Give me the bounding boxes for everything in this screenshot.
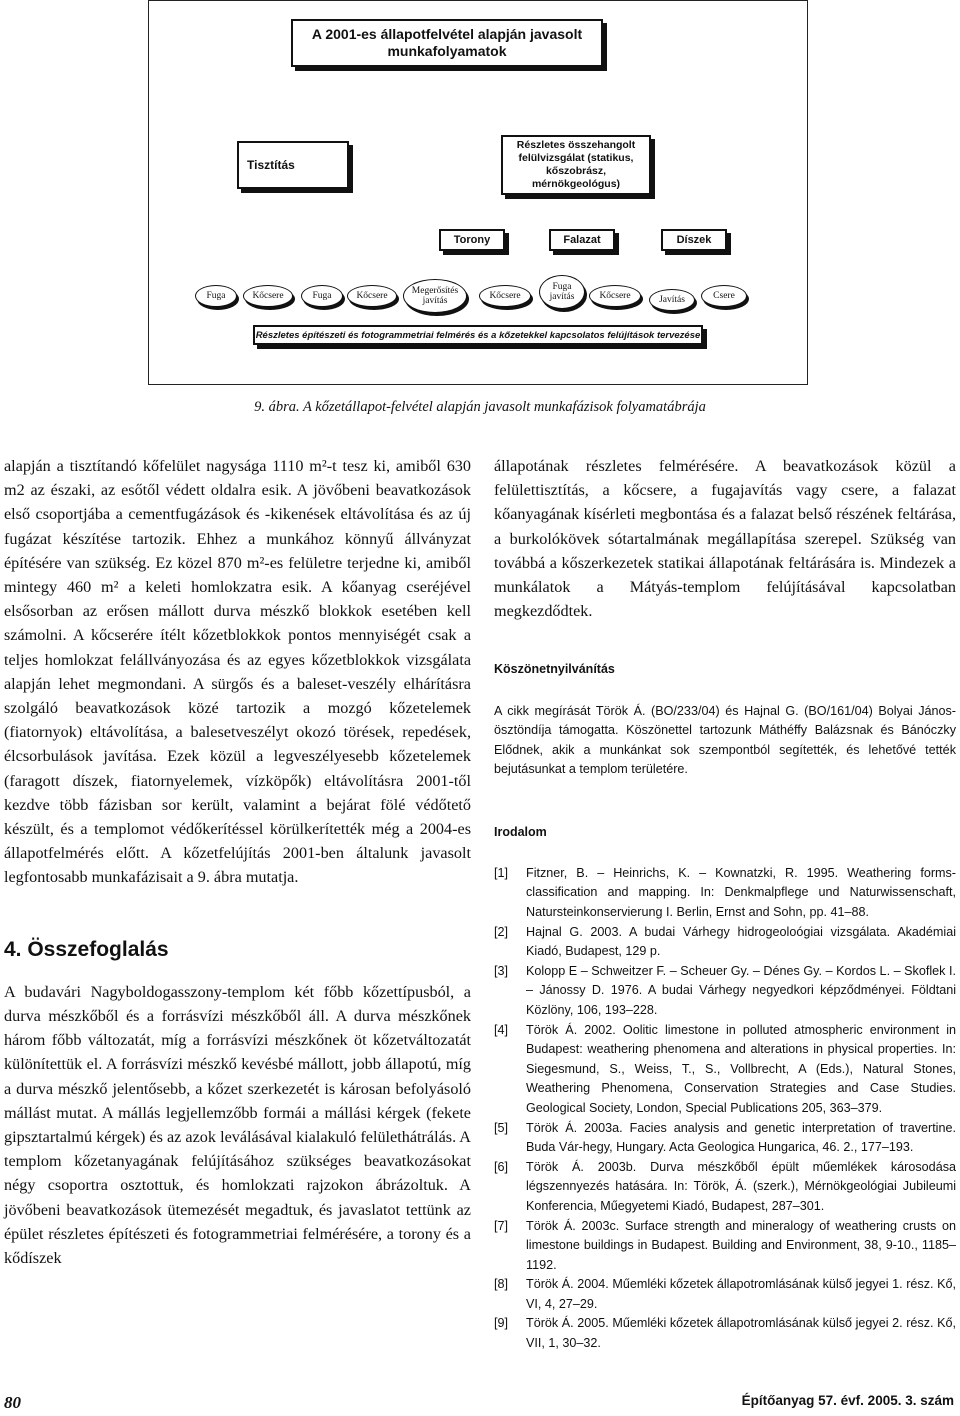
section-heading: 4. Összefoglalás: [4, 937, 169, 961]
action-oval: Fuga: [301, 285, 343, 307]
reference-item: [4] Török Á. 2002. Oolitic limestone in polluted atmospheric environment in Budapest: weathering phenomena and alterations in physical properties. In: Siegesmund, S., Weiss, T., S., Vollbrecht, A (Eds.), Natural Stones, Weathering Phenomena, Conservation Strategies and Case Studies. Geological Society, London, Special Publications 205, 363–379.: [494, 1022, 956, 1115]
left-paragraph-1: alapján a tisztítandó kőfelület nagysága 1110 m²-t tesz ki, amiből 630 m2 az északi, az esőtől védett oldalra esik. A jövőbeni beavatkozások első csoportjába a cementfugázások és -kikenések eltávolítása és az új fugázat készítése tartozik. Ehhez a munkához könnyű állványzat építésére van szükség. Ez közel 870 m²-es felületre terjedne ki, amiből mintegy 460 m² a keleti homlokzatra esik. A kőanyag cseréjével elsősorban az erősen mállott durva mészkő blokkok esetében kell számolni. A kőcserére ítélt kőzetblokkok pontos mennyiségét csak a teljes homlokzat felállványozása és az egyes kőzetblokkok vizsgálata alapján lehet megmondani. A sürgős és a baleset-veszély elhárításra szolgáló beavatkozások közé tartozik a mozgó kőzetelemek (fiatornyok) eltávolítása, a balesetveszélyt okozó törések, repedések, élcsorbulások javítása. Ezek közül a legveszélyesebb kőzetelemek (faragott díszek, fiatornyelemek, vízköpők) eltávolításra 2001-től kezdve több fázisban sor került, valamint a bejárat fölé védőtető készült, és a templomot védőkerítéssel körülkerítették még a 2004-es állapotfelmérés előtt. A kőzetfelújítás 2001-ben általunk javasolt legfontosabb munkafázisait a 9. ábra mutatja.: [4, 457, 471, 887]
action-oval: Kőcsere: [589, 285, 641, 307]
right-paragraph-1: állapotának részletes felmérésére. A beavatkozások közül a felülettisztítás, a kőcsere, a fugajavítás vagy csere, a falazat kőanyagának kísérleti megbontása és a falazat belső részének feltárása, a burkolókövek sótartalmának megállapítása szerepel. Szükség van továbbá a kőszerkezetek statikai állapotának feltárására is. Mindezek a munkálatok a Mátyás-templom felújításával kapcsolatban megkezdődtek.: [494, 457, 956, 621]
refs-heading: Irodalom: [494, 824, 547, 839]
action-oval: Javítás: [649, 289, 695, 311]
part-falazat: Falazat: [549, 229, 615, 251]
action-oval: Kőcsere: [243, 285, 293, 307]
figure-caption: 9. ábra. A kőzetállapot-felvétel alapján javasolt munkafázisok folyamatábrája: [254, 399, 706, 415]
reference-item: [9] Török Á. 2005. Műemléki kőzetek állapotromlásának külső jegyei 2. rész. Kő, VII, 1, 30–32.: [494, 1316, 956, 1351]
survey-box: Részletes összehangolt felülvizsgálat (statikus, kőszobrász, mérnökgeológus): [501, 135, 651, 195]
references-list: [494, 864, 956, 1354]
cleaning-box: Tisztítás: [237, 141, 349, 189]
action-oval: Megerősítés javítás: [403, 279, 467, 313]
reference-item: [3] Kolopp E – Schweitzer F. – Scheuer Gy. – Dénes Gy. – Kordos L. – Skoflek I. – Jánossy D. 1976. A budai Várhegy negyedkori képződményei. Földtani Közlöny, 106, 193–228.: [494, 963, 956, 1017]
part-torony: Torony: [439, 229, 505, 251]
flowchart-figure: [148, 0, 808, 385]
action-oval: Kőcsere: [479, 285, 531, 307]
ack-heading: Köszönetnyilvánítás: [494, 662, 615, 677]
reference-item: [7] Török Á. 2003c. Surface strength and mineralogy of weathering crusts on limestone buildings in Budapest. Building and Environment, 38, 9-10., 1185–1192.: [494, 1218, 956, 1272]
page-number: 80: [4, 1393, 21, 1412]
reference-item: [8] Török Á. 2004. Műemléki kőzetek állapotromlásának külső jegyei 1. rész. Kő, VI, 4, 27–29.: [494, 1277, 956, 1311]
reference-item: [2] Hajnal G. 2003. A budai Várhegy hidrogeoloógiai vizsgálata. Akadémiai Kiadó, Budapest, 129 p.: [494, 924, 956, 959]
ack-text: A cikk megírását Török Á. (BO/233/04) és Hajnal G. (BO/161/04) Bolyai János-ösztöndíja támogatta. Köszönettel tartozunk Máthéffy Balázsnak és Bánóczky Elődnek, akik a munkánkat sok szempontból segítették, és lehetővé tették bejutásunkat a templom területére.: [494, 703, 956, 777]
action-oval: Fuga: [195, 285, 237, 307]
bottom-bar: Részletes építészeti és fotogrammetriai felmérés és a kőzetekkel kapcsolatos felújítások tervezése: [253, 325, 703, 345]
figure-title: A 2001-es állapotfelvétel alapján javasolt munkafolyamatok: [291, 19, 603, 67]
journal-footer: Építőanyag 57. évf. 2005. 3. szám: [741, 1393, 954, 1408]
action-oval: Kőcsere: [347, 285, 397, 307]
reference-item: [6] Török Á. 2003b. Durva mészkőből épült műemlékek károsodása légszennyezés hatására. In: Török, Á. (szerk.), Mérnökgeológiai Jubileumi Konferencia, Műegyetemi Kiadó, Budapest, 287–301.: [494, 1159, 956, 1213]
part-diszek: Díszek: [661, 229, 727, 251]
action-oval: Csere: [701, 285, 747, 307]
right-column: [494, 454, 956, 1354]
left-paragraph-2: A budavári Nagyboldogasszony-templom két főbb kőzettípusból, a durva mészkőből és a forrásvízi mészkőből áll. A durva mészkőnek három főbb változatát, míg a forrásvízi mészkőnek öt kőzetváltozatát különítettük el. A forrásvízi mészkő kevésbé mállott, jobb állapotú, míg a durva mészkő jelentősebb, a kőzet szerkezetét is károsan befolyásoló mállást mutat. A mállás legjellemzőbb formái a mállási kérgek (fekete gipsztartalmú kérgek) és az azok leválásával kialakuló felülethátrálás. A templom kőzetanyagának felújításához szükséges beavatkozásokat négy csoportra osztottuk, és homlokzati rajzokon ábrázoltuk. A jövőbeni beavatkozások ütemezését megadtuk, és javaslatot tettünk az épület részletes építészeti és fotogrammetriai felmérésére, a torony és a kődíszek: [4, 982, 471, 1268]
left-column: [4, 454, 471, 1270]
reference-item: [1] Fitzner, B. – Heinrichs, K. – Kownatzki, R. 1995. Weathering forms-classification and mapping. In: Denkmalpflege und Naturwissenschaft, Natursteinkonservierung I. Berlin, Ernst and Sohn, pp. 41–88.: [494, 865, 956, 920]
reference-item: [5] Török Á. 2003a. Facies analysis and genetic interpretation of travertine. Buda Vár-hegy, Hungary. Acta Geologica Hungarica, 46. 2., 177–193.: [494, 1120, 956, 1155]
action-oval: Fuga javítás: [539, 275, 585, 309]
